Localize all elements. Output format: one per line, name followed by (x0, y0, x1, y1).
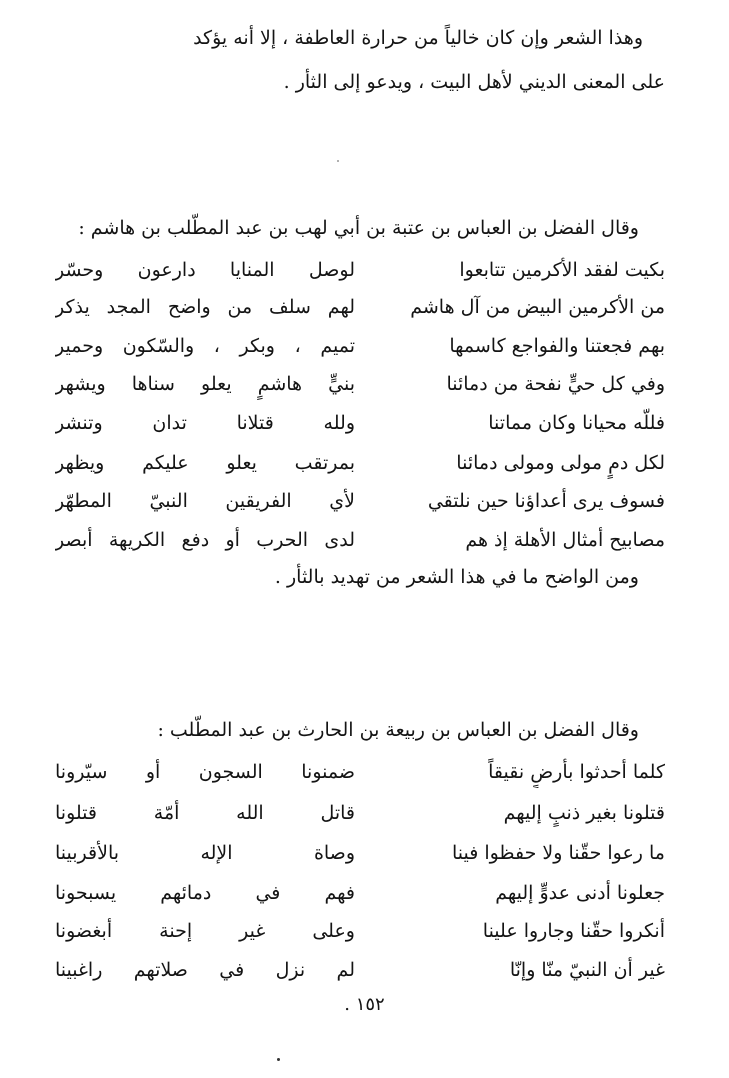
verse-first-hemistich: ما رعوا حقّنا ولا حفظوا فينا (451, 842, 665, 864)
verse-second-hemistich: فهم في دمائهم يسبحونا (55, 882, 355, 904)
verse-first-hemistich: قتلونا بغير ذنبٍ إليهم (503, 802, 665, 824)
poem-commentary: ومن الواضح ما في هذا الشعر من تهديد بالثأر . (274, 566, 639, 588)
prose-line: على المعنى الديني لأهل البيت ، ويدعو إلى الثأر . (283, 71, 665, 93)
verse-line (55, 524, 665, 556)
verse-second-hemistich: لم نزل في صلاتهم راغبينا (55, 959, 355, 981)
verse-line (55, 291, 665, 323)
verse-line (55, 797, 665, 829)
verse-second-hemistich: بنيٍّ هاشمٍ يعلو سناها ويشهر (55, 373, 355, 395)
verse-line (55, 330, 665, 362)
verse-first-hemistich: بهم فجعتنا والفواجع كاسمها (449, 335, 665, 357)
verse-first-hemistich: فللّه محيانا وكان مماتنا (488, 412, 665, 434)
verse-first-hemistich: أنكروا حقّنا وجاروا علينا (482, 920, 665, 942)
verse-line (55, 877, 665, 909)
verse-first-hemistich: جعلونا أدنى عدوٍّ إليهم (495, 882, 665, 904)
verse-second-hemistich: وصاة الإله بالأقربينا (55, 842, 355, 864)
verse-first-hemistich: غير أن النبيّ منّا وإنّا (509, 959, 665, 981)
verse-line (55, 368, 665, 400)
verse-second-hemistich: ضمنونا السجون أو سيّرونا (55, 761, 355, 783)
verse-line (55, 915, 665, 947)
print-speck (337, 160, 339, 162)
verse-line (55, 485, 665, 517)
verse-first-hemistich: من الأكرمين البيض من آل هاشم (410, 296, 665, 318)
verse-second-hemistich: تميم ، وبكر ، والسّكون وحمير (55, 335, 355, 357)
verse-line (55, 837, 665, 869)
verse-second-hemistich: لوصل المنايا دارعون وحسّر (55, 259, 355, 281)
verse-second-hemistich: وعلى غير إحنة أبغضونا (55, 920, 355, 942)
verse-line (55, 407, 665, 439)
print-speck (277, 1058, 280, 1061)
verse-line (55, 254, 665, 286)
verse-first-hemistich: كلما أحدثوا بأرضٍ نقيقاً (488, 761, 665, 783)
verse-first-hemistich: بكيت لفقد الأكرمين تتابعوا (459, 259, 665, 281)
verse-first-hemistich: مصابيح أمثال الأهلة إذ هم (465, 529, 665, 551)
prose-line: وهذا الشعر وإن كان خالياً من حرارة العاطفة ، إلا أنه يؤكد (193, 27, 643, 49)
verse-second-hemistich: بمرتقب يعلو عليكم ويظهر (55, 452, 355, 474)
verse-line (55, 447, 665, 479)
verse-first-hemistich: فسوف يرى أعداؤنا حين نلتقي (427, 490, 665, 512)
verse-first-hemistich: لكل دمٍ مولى ومولى دمائنا (456, 452, 665, 474)
verse-line (55, 756, 665, 788)
verse-first-hemistich: وفي كل حيٍّ نفحة من دمائنا (446, 373, 665, 395)
page-number: ١٥٢ . (344, 994, 385, 1015)
poem-intro: وقال الفضل بن العباس بن عتبة بن أبي لهب بن عبد المطّلب بن هاشم : (78, 217, 639, 239)
poem-intro: وقال الفضل بن العباس بن ربيعة بن الحارث بن عبد المطّلب : (157, 719, 639, 741)
verse-second-hemistich: لدى الحرب أو دفع الكريهة أبصر (55, 529, 355, 551)
verse-second-hemistich: لأي الفريقين النبيّ المطهّر (55, 490, 355, 512)
verse-second-hemistich: ولله قتلانا تدان وتنشر (55, 412, 355, 434)
verse-second-hemistich: قاتل الله أمّة قتلونا (55, 802, 355, 824)
verse-line (55, 954, 665, 986)
verse-second-hemistich: لهم سلف من واضح المجد يذكر (55, 296, 355, 318)
